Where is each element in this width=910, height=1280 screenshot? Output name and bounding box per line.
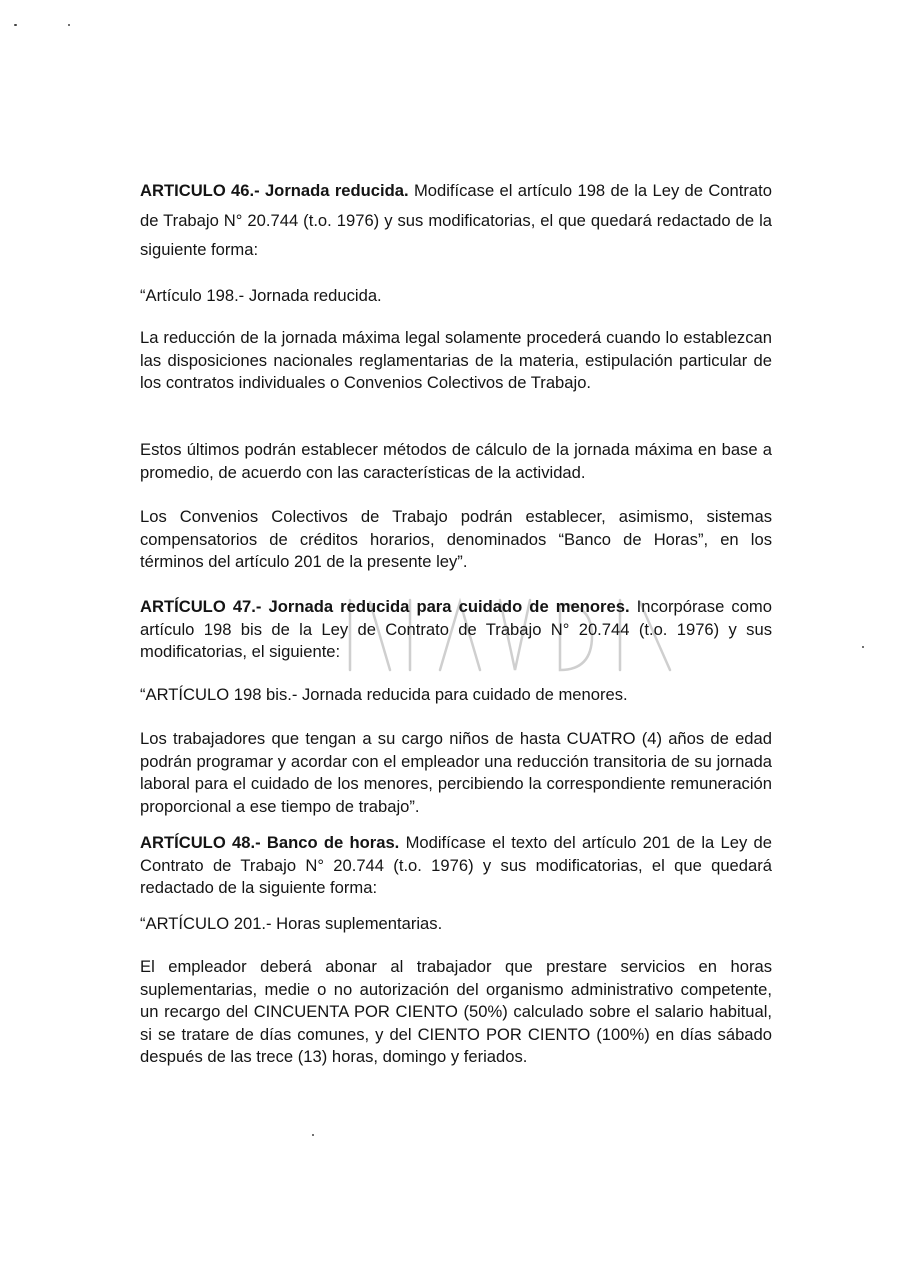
scan-speck [14,24,17,26]
article-198-bis-title: “ARTÍCULO 198 bis.- Jornada reducida para cuidado de menores. [140,685,628,704]
scan-speck [68,24,70,26]
scan-speck [862,646,864,648]
article-47-text: Incorpórase como artículo 198 bis de la Ley de Contrato de Trabajo N° 20.744 (t.o. 1976) y sus modificatorias, el siguiente: [140,597,772,661]
article-198-title: “Artículo 198.- Jornada reducida. [140,286,382,305]
article-48-text: Modifícase el texto del artículo 201 de la Ley de Contrato de Trabajo N° 20.744 (t.o. 1976) y sus modificatorias, el que quedará redactado de la siguiente forma: [140,833,772,897]
article-46-text: Modifícase el artículo 198 de la Ley de Contrato de Trabajo N° 20.744 (t.o. 1976) y sus modificatorias, el que quedará redactado de la siguiente forma: [140,181,772,259]
article-48 [140,832,772,900]
article-47 [140,596,772,664]
article-48-heading: ARTÍCULO 48.- Banco de horas. [140,833,400,852]
article-198-paragraph-3: Los Convenios Colectivos de Trabajo podrán establecer, asimismo, sistemas compensatorios de créditos horarios, denominados “Banco de Horas”, en los términos del artículo 201 de la presente ley”. [140,507,772,571]
article-46-heading: ARTICULO 46.- Jornada reducida. [140,181,409,200]
article-198-paragraph-1: La reducción de la jornada máxima legal solamente procederá cuando lo establezcan las disposiciones nacionales reglamentarias de la materia, estipulación particular de los contratos individuales o Convenios Colectivos de Trabajo. [140,328,772,392]
article-47-heading: ARTÍCULO 47.- Jornada reducida para cuidado de menores. [140,597,630,616]
scan-speck [312,1134,314,1136]
article-46 [140,176,772,265]
article-201-paragraph: El empleador deberá abonar al trabajador que prestare servicios en horas suplementarias, medie o no autorización del organismo administrativo competente, un recargo del CINCUENTA POR CIENTO (50%) calculado sobre el salario habitual, si se tratare de días comunes, y del CIENTO POR CIENTO (100%) en días sábado después de las trece (13) horas, domingo y feriados. [140,957,772,1066]
article-198-paragraph-2: Estos últimos podrán establecer métodos de cálculo de la jornada máxima en base a promedio, de acuerdo con las características de la actividad. [140,440,772,482]
article-201-title: “ARTÍCULO 201.- Horas suplementarias. [140,914,443,933]
article-198-bis-paragraph: Los trabajadores que tengan a su cargo niños de hasta CUATRO (4) años de edad podrán programar y acordar con el empleador una reducción transitoria de su jornada laboral para el cuidado de los menores, percibiendo la correspondiente remuneración proporcional a ese tiempo de trabajo”. [140,729,772,816]
